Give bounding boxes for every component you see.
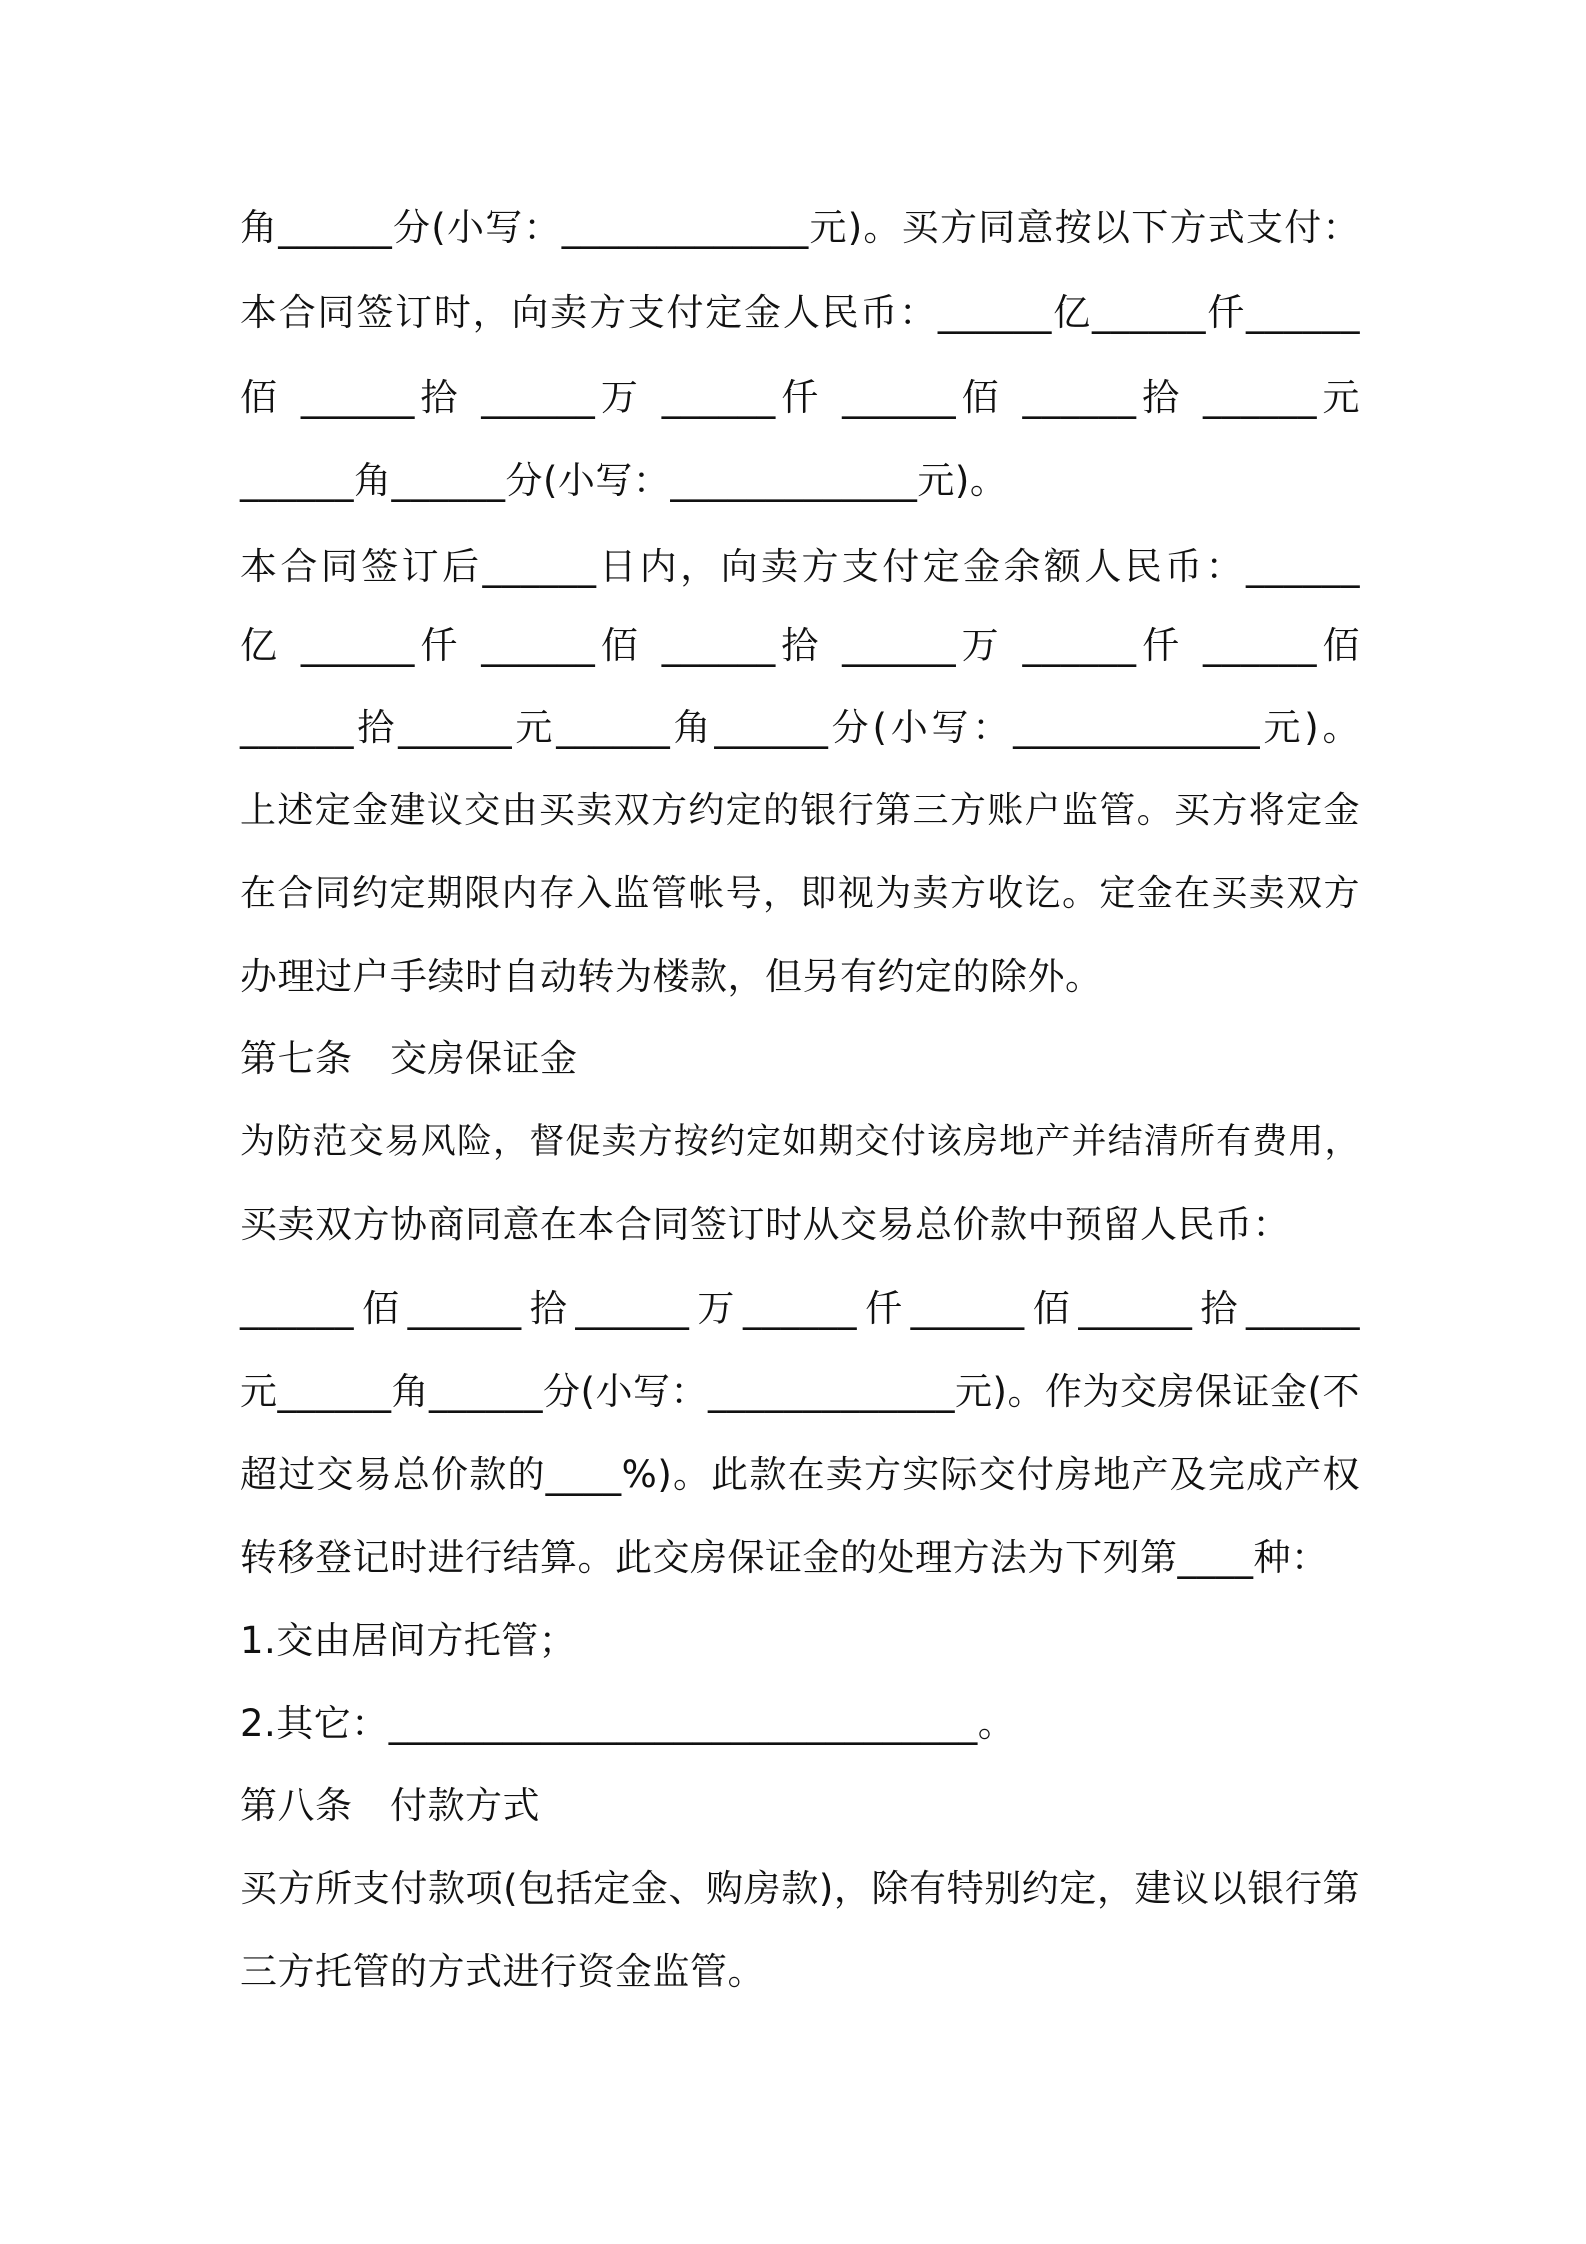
text-line: 上述定金建议交由买卖双方约定的银行第三方账户监管。买方将定金 xyxy=(240,790,1360,831)
text-line: 超过交易总价款的____%)。此款在卖方实际交付房地产及完成产权 xyxy=(240,1453,1360,1496)
text-line: 为防范交易风险，督促卖方按约定如期交付该房地产并结清所有费用， xyxy=(240,1122,1360,1162)
list-item: 1.交由居间方托管； xyxy=(240,1619,577,1662)
text-line: ______拾______元______角______分(小写：_____________元)。 xyxy=(240,706,1360,749)
section-heading: 第七条 交房保证金 xyxy=(240,1037,578,1080)
list-item: 2.其它：_______________________________。 xyxy=(240,1702,1016,1745)
text-line: 佰 ______拾 ______万 ______仟 ______佰 ______拾 ______元 xyxy=(240,376,1360,419)
text-line: 本合同签订时，向卖方支付定金人民币：______亿______仟______ xyxy=(240,291,1360,334)
text-line: 转移登记时进行结算。此交房保证金的处理方法为下列第____种： xyxy=(240,1536,1329,1579)
text-line: 买卖双方协商同意在本合同签订时从交易总价款中预留人民币： xyxy=(240,1203,1290,1246)
section-heading: 第八条 付款方式 xyxy=(240,1784,540,1827)
text-line: 角______分(小写：_____________元)。买方同意按以下方式支付： xyxy=(240,206,1360,249)
text-line: 三方托管的方式进行资金监管。 xyxy=(240,1950,765,1993)
text-line: 办理过户手续时自动转为楼款，但另有约定的除外。 xyxy=(240,955,1103,998)
text-line: 在合同约定期限内存入监管帐号，即视为卖方收讫。定金在买卖双方 xyxy=(240,873,1360,914)
text-line: 亿 ______仟 ______佰 ______拾 ______万 ______仟 ______佰 xyxy=(240,624,1360,667)
text-line: ______佰______拾______万______仟______佰______拾______ xyxy=(240,1287,1360,1330)
text-line: 元______角______分(小写：_____________元)。作为交房保证金(不 xyxy=(240,1370,1360,1413)
text-line: 本合同签订后______日内，向卖方支付定金余额人民币：______ xyxy=(240,545,1360,588)
text-line: ______角______分(小写：_____________元)。 xyxy=(240,459,1008,502)
text-line: 买方所支付款项(包括定金、购房款)，除有特别约定，建议以银行第 xyxy=(240,1867,1360,1910)
